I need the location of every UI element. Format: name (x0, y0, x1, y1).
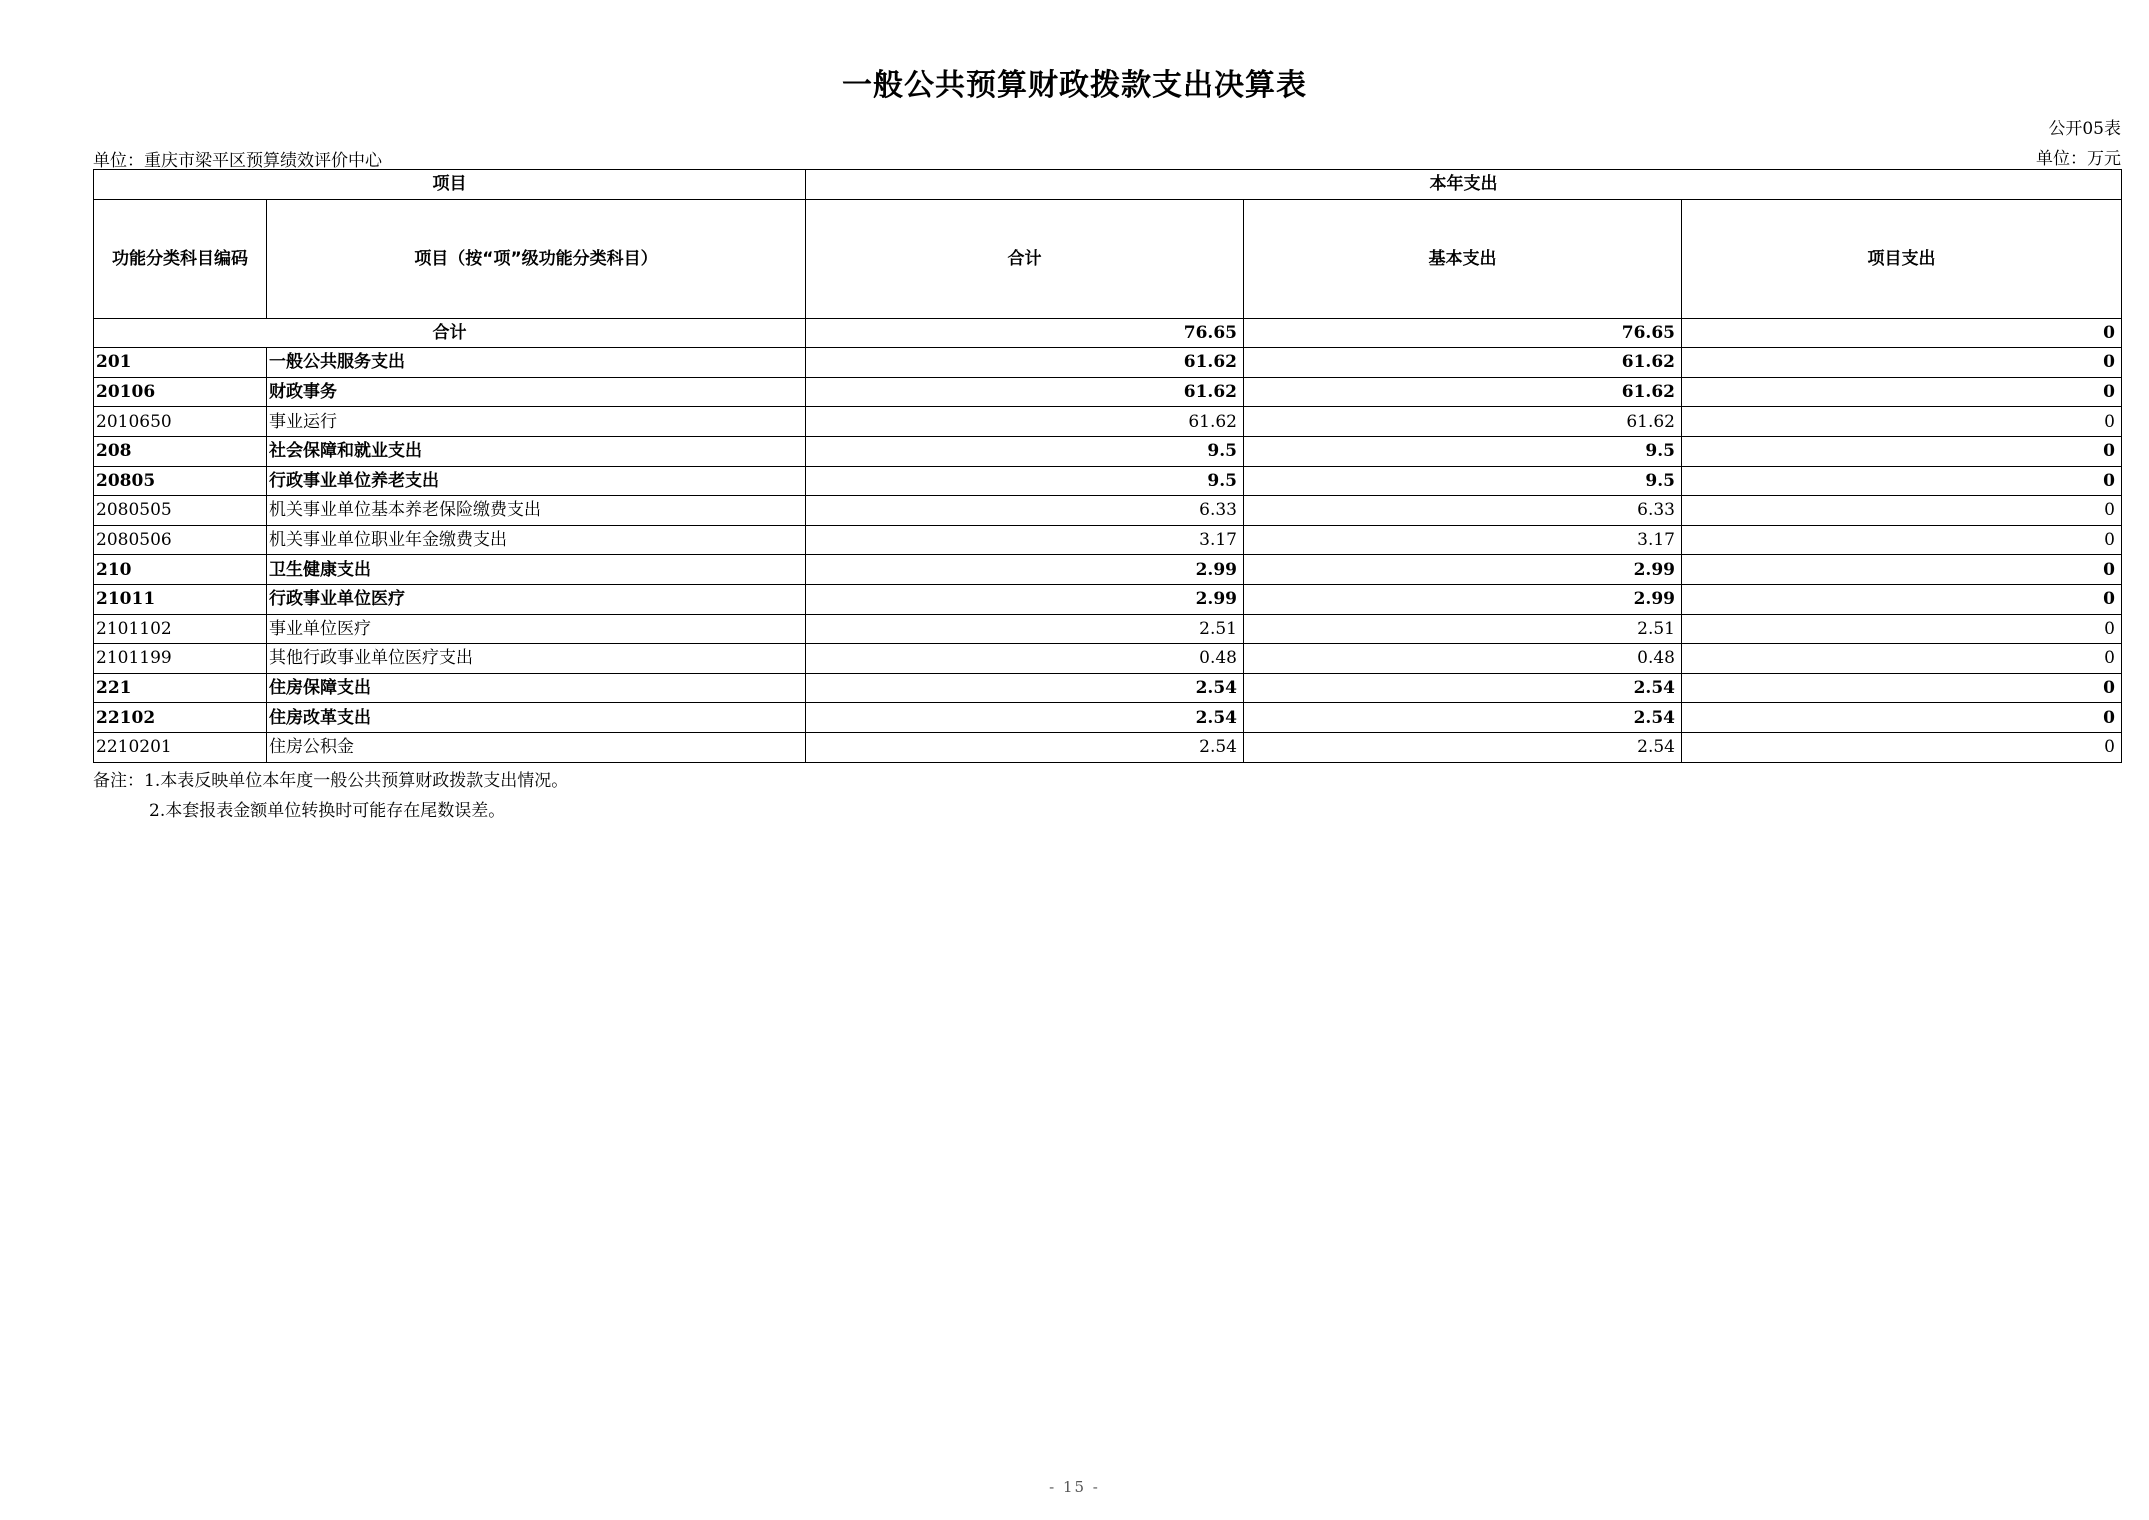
row-basic: 3.17 (1244, 525, 1682, 555)
header-group-row (94, 170, 2122, 200)
row-name: 一般公共服务支出 (267, 348, 806, 378)
row-basic: 61.62 (1244, 377, 1682, 407)
row-code: 20805 (94, 466, 267, 496)
table-row (94, 703, 2122, 733)
row-basic: 0.48 (1244, 644, 1682, 674)
row-code: 2080506 (94, 525, 267, 555)
header-code: 功能分类科目编码 (94, 199, 267, 318)
table-row (94, 436, 2122, 466)
row-total: 61.62 (806, 407, 1244, 437)
row-project: 0 (1682, 377, 2122, 407)
header-project: 项目支出 (1682, 199, 2122, 318)
expenditure-table (93, 169, 2122, 763)
row-name: 住房保障支出 (267, 673, 806, 703)
total-total: 76.65 (806, 318, 1244, 348)
row-basic: 6.33 (1244, 496, 1682, 526)
row-basic: 9.5 (1244, 436, 1682, 466)
row-name: 事业运行 (267, 407, 806, 437)
note-line-2: 2.本套报表金额单位转换时可能存在尾数误差。 (149, 801, 506, 821)
table-row (94, 644, 2122, 674)
row-project: 0 (1682, 496, 2122, 526)
row-total: 6.33 (806, 496, 1244, 526)
note-line-1: 备注：1.本表反映单位本年度一般公共预算财政拨款支出情况。 (93, 771, 569, 791)
row-total: 2.99 (806, 555, 1244, 585)
row-project: 0 (1682, 614, 2122, 644)
row-code: 201 (94, 348, 267, 378)
row-name: 住房改革支出 (267, 703, 806, 733)
row-code: 208 (94, 436, 267, 466)
table-row (94, 525, 2122, 555)
notes (93, 766, 568, 826)
table-number: 公开05表 (2048, 119, 2121, 139)
reporting-unit: 单位：重庆市梁平区预算绩效评价中心 (93, 151, 382, 171)
header-name: 项目（按“项”级功能分类科目） (267, 199, 806, 318)
row-name: 住房公积金 (267, 732, 806, 762)
row-name: 机关事业单位基本养老保险缴费支出 (267, 496, 806, 526)
total-project: 0 (1682, 318, 2122, 348)
row-name: 财政事务 (267, 377, 806, 407)
table-row (94, 673, 2122, 703)
row-name: 事业单位医疗 (267, 614, 806, 644)
row-total: 9.5 (806, 466, 1244, 496)
row-name: 行政事业单位养老支出 (267, 466, 806, 496)
row-project: 0 (1682, 644, 2122, 674)
row-basic: 61.62 (1244, 407, 1682, 437)
header-basic: 基本支出 (1244, 199, 1682, 318)
page-title: 一般公共预算财政拨款支出决算表 (842, 68, 1307, 103)
header-expense-group: 本年支出 (806, 170, 2122, 200)
row-code: 2101199 (94, 644, 267, 674)
table-row (94, 496, 2122, 526)
table-row (94, 584, 2122, 614)
header-total: 合计 (806, 199, 1244, 318)
row-total: 9.5 (806, 436, 1244, 466)
row-project: 0 (1682, 436, 2122, 466)
total-row (94, 318, 2122, 348)
row-total: 61.62 (806, 377, 1244, 407)
row-project: 0 (1682, 732, 2122, 762)
header-item-group: 项目 (94, 170, 806, 200)
row-basic: 2.99 (1244, 555, 1682, 585)
table-row (94, 732, 2122, 762)
row-total: 2.54 (806, 673, 1244, 703)
currency-unit: 单位：万元 (2036, 149, 2121, 169)
row-code: 21011 (94, 584, 267, 614)
header-column-row (94, 199, 2122, 318)
row-total: 3.17 (806, 525, 1244, 555)
row-name: 行政事业单位医疗 (267, 584, 806, 614)
row-project: 0 (1682, 525, 2122, 555)
row-code: 210 (94, 555, 267, 585)
row-basic: 2.54 (1244, 703, 1682, 733)
row-code: 2210201 (94, 732, 267, 762)
row-total: 2.54 (806, 703, 1244, 733)
row-total: 0.48 (806, 644, 1244, 674)
row-code: 221 (94, 673, 267, 703)
row-basic: 61.62 (1244, 348, 1682, 378)
row-project: 0 (1682, 407, 2122, 437)
row-code: 2010650 (94, 407, 267, 437)
row-basic: 2.54 (1244, 673, 1682, 703)
row-basic: 2.51 (1244, 614, 1682, 644)
row-code: 2101102 (94, 614, 267, 644)
table-row (94, 466, 2122, 496)
row-project: 0 (1682, 555, 2122, 585)
total-basic: 76.65 (1244, 318, 1682, 348)
row-total: 2.99 (806, 584, 1244, 614)
row-project: 0 (1682, 466, 2122, 496)
row-project: 0 (1682, 584, 2122, 614)
table-row (94, 614, 2122, 644)
row-name: 社会保障和就业支出 (267, 436, 806, 466)
row-basic: 2.99 (1244, 584, 1682, 614)
row-basic: 9.5 (1244, 466, 1682, 496)
total-label: 合计 (94, 318, 806, 348)
row-project: 0 (1682, 673, 2122, 703)
table-row (94, 407, 2122, 437)
row-project: 0 (1682, 348, 2122, 378)
row-code: 22102 (94, 703, 267, 733)
row-total: 61.62 (806, 348, 1244, 378)
row-total: 2.54 (806, 732, 1244, 762)
table-row (94, 555, 2122, 585)
table-row (94, 377, 2122, 407)
row-name: 其他行政事业单位医疗支出 (267, 644, 806, 674)
row-total: 2.51 (806, 614, 1244, 644)
row-code: 2080505 (94, 496, 267, 526)
row-name: 卫生健康支出 (267, 555, 806, 585)
row-code: 20106 (94, 377, 267, 407)
row-project: 0 (1682, 703, 2122, 733)
table-row (94, 348, 2122, 378)
row-basic: 2.54 (1244, 732, 1682, 762)
row-name: 机关事业单位职业年金缴费支出 (267, 525, 806, 555)
page-number: - 15 - (1049, 1478, 1100, 1496)
